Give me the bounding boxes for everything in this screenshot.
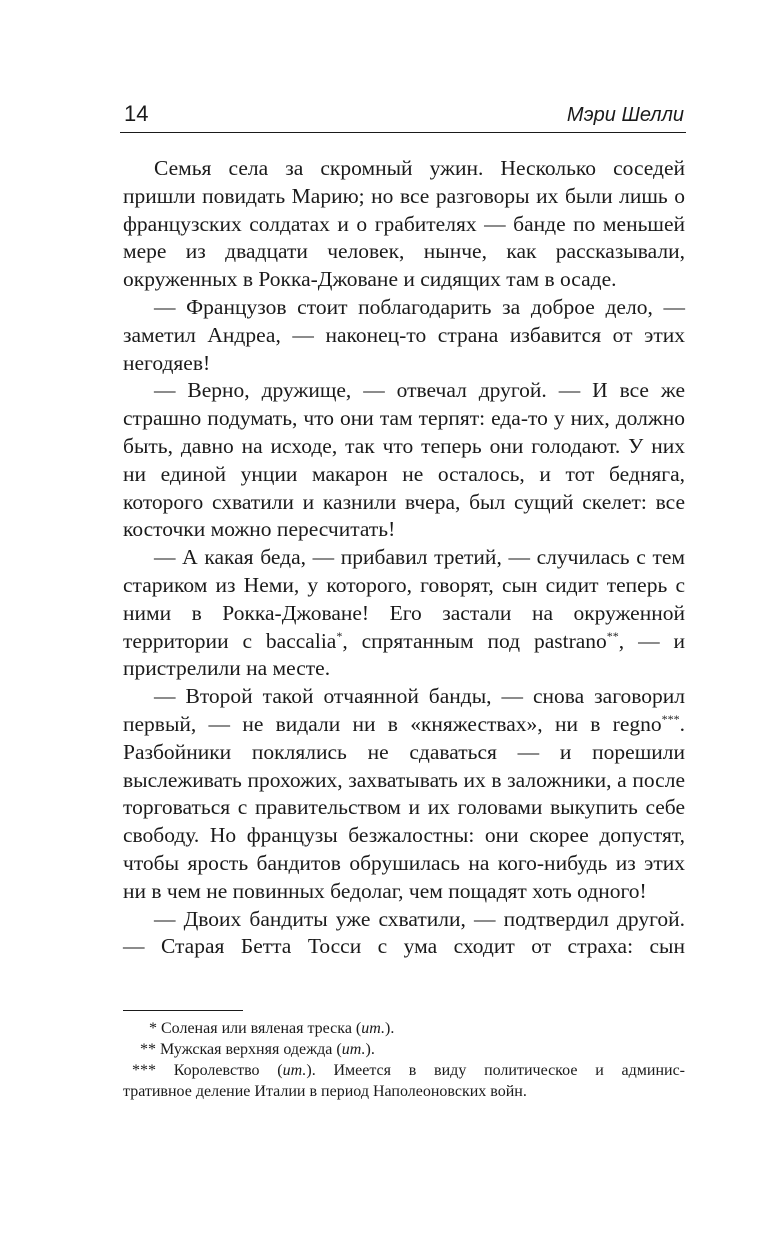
footnote-3-end: ). Имеется в виду политическое и админис- — [306, 1062, 686, 1079]
paragraph-4-part-a: — А какая беда, — прибавил третий, — случилась с тем стариком из Неми, у которого, говорят, сын сидит теперь с ними в Рокка-Джоване! Его застали на окруженной территории с baccalia — [123, 545, 685, 653]
footnote-ref-3: *** — [661, 711, 680, 726]
footnote-2-mark: ** — [140, 1041, 156, 1058]
footnote-1 — [123, 1018, 685, 1039]
footnote-2 — [123, 1039, 685, 1060]
main-text — [123, 155, 685, 961]
footnote-1-text: Соленая или вяленая треска ( — [157, 1020, 362, 1037]
page-header — [120, 100, 686, 133]
paragraph-4-part-b: , спрятанным под pastrano — [342, 628, 607, 653]
running-title: Мэри Шелли — [566, 104, 684, 126]
paragraph-5 — [123, 683, 685, 905]
page-number: 14 — [124, 101, 149, 126]
footnote-2-end: ). — [365, 1041, 375, 1058]
footnote-3 — [123, 1060, 685, 1081]
paragraph-4 — [123, 544, 685, 683]
footnote-1-abbr: ит. — [361, 1020, 385, 1037]
paragraph-5-part-a: — Второй такой отчаянной банды, — снова заговорил первый, — не видали ни в «княжествах», ни в regno — [123, 684, 685, 736]
paragraph-3: — Верно, дружище, — отвечал другой. — И все же страшно подумать, что они там терпят: еда-то у них, должно быть, давно на исходе, так что теперь они голодают. У них ни единой унции макарон не осталось, и тот бедняга, которого схватили и казнили вчера, был сущий скелет: все косточки можно пересчитать! — [123, 378, 685, 542]
footnote-divider — [123, 1010, 243, 1011]
paragraph-4-part-c: , — и пристрелили на месте. — [123, 628, 685, 681]
footnote-3-abbr: ит. — [282, 1062, 307, 1079]
footnote-2-text: Мужская верхняя одежда ( — [156, 1041, 342, 1058]
footnote-ref-2: ** — [606, 628, 619, 643]
footnotes — [123, 1018, 685, 1102]
paragraph-1: Семья села за скромный ужин. Несколько соседей пришли повидать Марию; но все разговоры их были лишь о французских солдатах и о грабителях — банде по меньшей мере из двадцати человек, нынче, как рассказывали, окруженных в Рокка-Джоване и сидящих там в осаде. — [123, 156, 685, 292]
footnote-3-continuation: тративное деление Италии в период Наполеоновских войн. — [123, 1083, 527, 1100]
footnote-1-mark: * — [149, 1020, 157, 1037]
footnote-ref-1: * — [336, 628, 343, 643]
footnote-3-text: Королевство ( — [156, 1062, 283, 1079]
footnote-3-mark: *** — [132, 1062, 156, 1079]
paragraph-5-part-b: . Разбойники поклялись не сдаваться — и порешили выслеживать прохожих, захватывать их в заложники, а после торговаться с правительством и их головами выкупить себе свободу. Но французы безжалостны: они скорее допустят, чтобы ярость бандитов обрушилась на кого-нибудь из этих ни в чем не повинных бедолаг, чем пощадят хоть одного! — [123, 711, 685, 903]
paragraph-6: — Двоих бандиты уже схватили, — подтвердил другой. — Старая Бетта Тосси с ума сходит от страха: сын — [123, 906, 685, 959]
footnote-1-end: ). — [385, 1020, 395, 1037]
paragraph-2: — Французов стоит поблагодарить за доброе дело, — заметил Андреа, — наконец-то страна избавится от этих негодяев! — [123, 294, 685, 375]
footnote-2-abbr: ит. — [341, 1041, 366, 1058]
